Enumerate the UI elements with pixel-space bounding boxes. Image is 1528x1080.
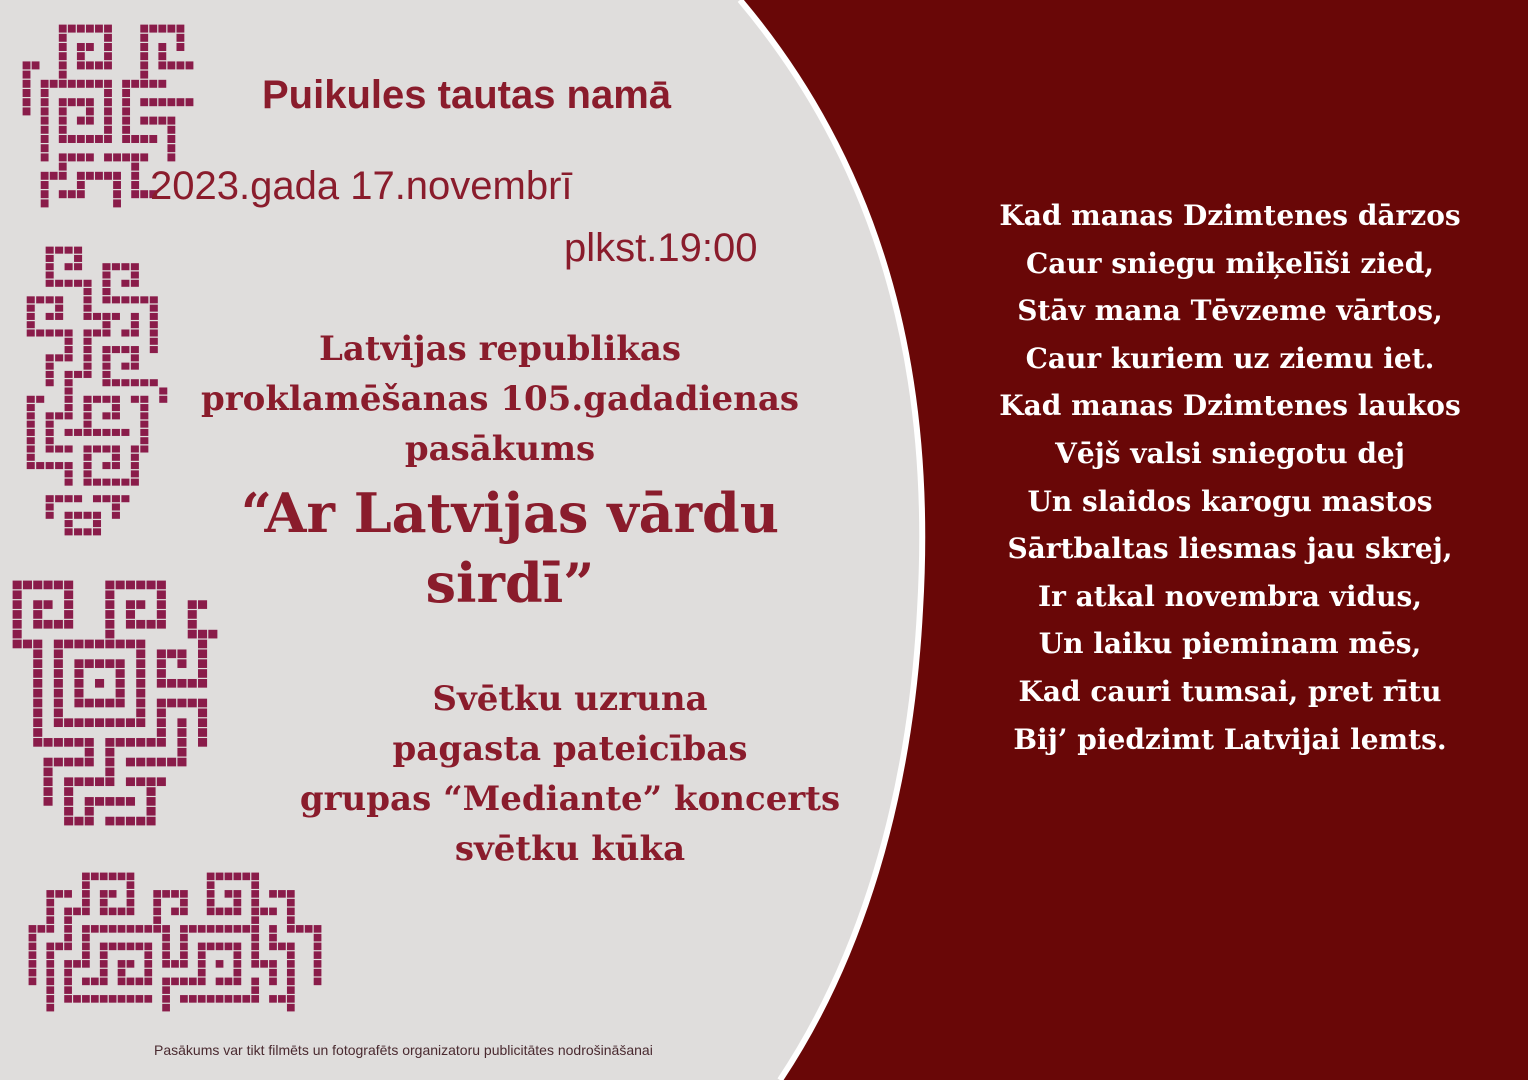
poem-line: Kad cauri tumsai, pret rītu xyxy=(1018,674,1442,708)
subtitle-line: pasākums xyxy=(404,429,596,469)
poem xyxy=(950,192,1510,763)
poem-line: Bij’ piedzimt Latvijai lemts. xyxy=(1013,722,1447,756)
program-item: svētku kūka xyxy=(454,829,686,869)
program-item: Svētku uzruna xyxy=(432,679,708,719)
poem-line: Un slaidos karogu mastos xyxy=(1027,484,1433,518)
poem-line: Sārtbaltas liesmas jau skrej, xyxy=(1007,532,1453,566)
venue-heading: Puikules tautas namā xyxy=(262,73,672,117)
poem-line: Caur kuriem uz ziemu iet. xyxy=(1025,341,1435,375)
program-list xyxy=(280,674,860,874)
event-time: plkst.19:00 xyxy=(564,226,758,270)
program-item: grupas “Mediante” koncerts xyxy=(299,779,841,819)
title-line: sirdī” xyxy=(425,551,595,615)
event-subtitle xyxy=(190,324,810,474)
latvian-ornament-icon xyxy=(12,580,218,826)
poem-line: Vējš valsi sniegotu dej xyxy=(1055,436,1405,470)
latvian-ornament-icon xyxy=(26,246,168,536)
event-title xyxy=(200,478,820,618)
title-line: “Ar Latvijas vārdu xyxy=(240,481,780,545)
program-item: pagasta pateicības xyxy=(392,729,748,769)
event-date: 2023.gada 17.novembrī xyxy=(150,164,573,208)
subtitle-line: Latvijas republikas xyxy=(319,329,681,369)
poem-line: Kad manas Dzimtenes dārzos xyxy=(999,199,1461,232)
subtitle-line: proklamēšanas 105.gadadienas xyxy=(200,379,799,419)
latvian-ornament-icon xyxy=(28,872,322,1012)
footer-note: Pasākums var tikt filmēts un fotografēts organizatoru publicitātes nodrošināšanai xyxy=(154,1042,653,1058)
poem-line: Kad manas Dzimtenes laukos xyxy=(999,389,1461,423)
poem-line: Ir atkal novembra vidus, xyxy=(1038,579,1422,613)
poem-line: Stāv mana Tēvzeme vārtos, xyxy=(1017,294,1443,328)
poem-line: Un laiku pieminam mēs, xyxy=(1038,627,1422,661)
poem-line: Caur sniegu miķelīši zied, xyxy=(1025,246,1435,280)
